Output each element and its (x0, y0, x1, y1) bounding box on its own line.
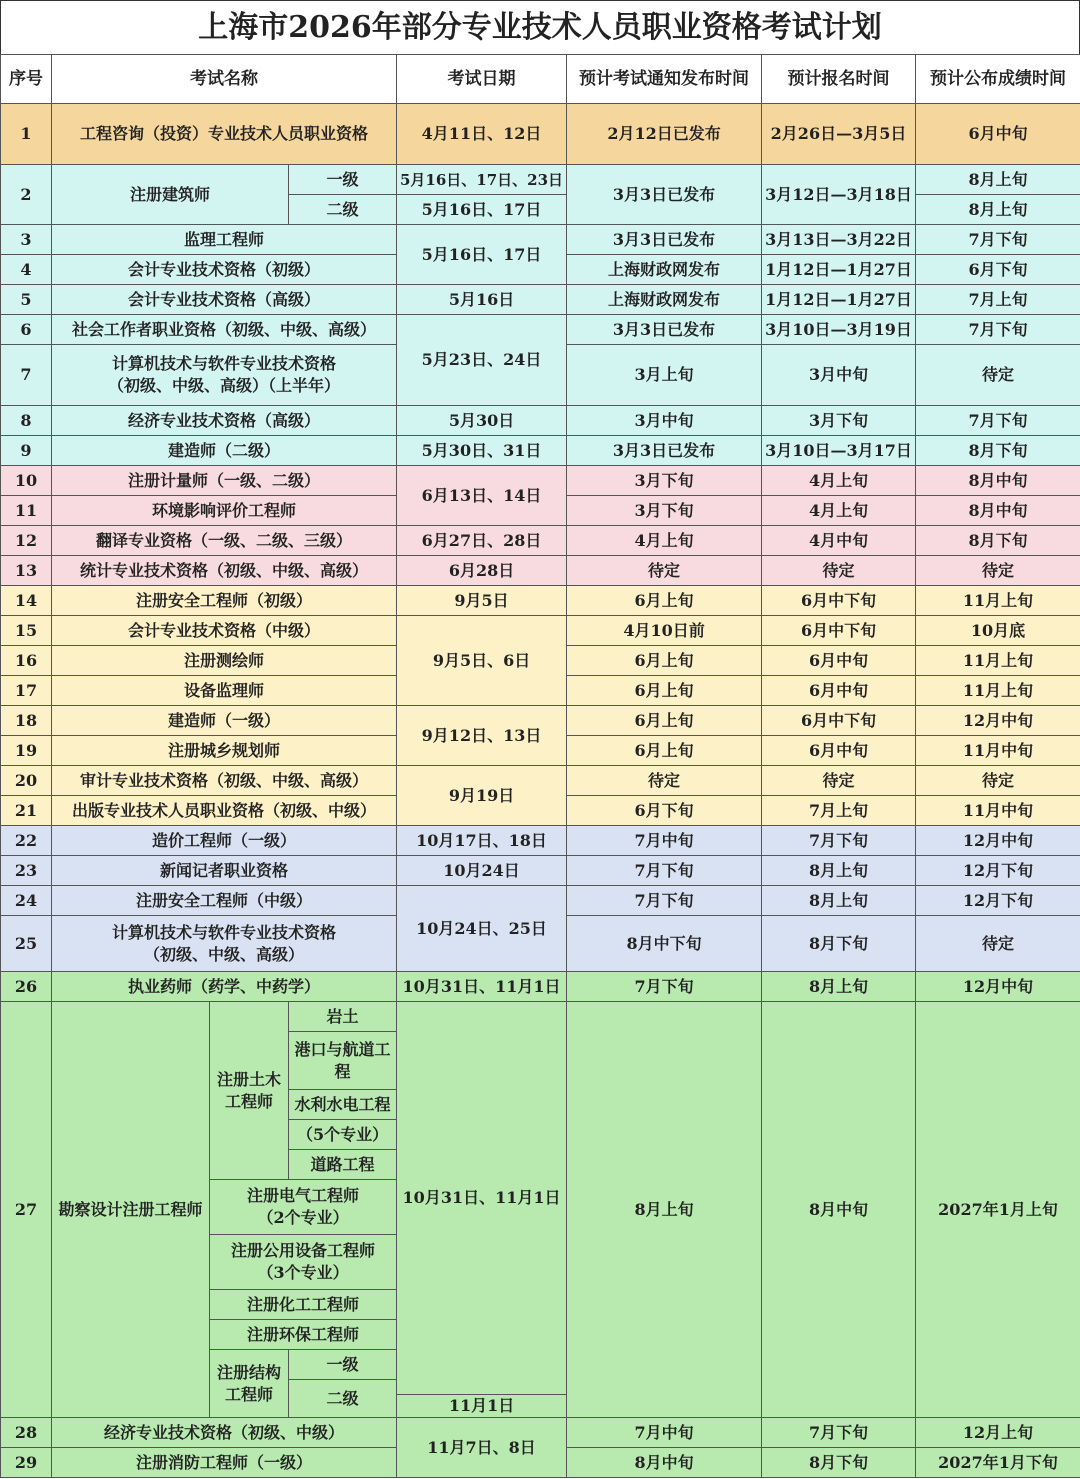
table-row (1, 886, 1080, 916)
row-number: 4 (1, 255, 52, 285)
exam-name: 注册安全工程师（初级） (52, 586, 397, 616)
category-line: 注册公用设备工程师 (231, 1241, 376, 1260)
row-number: 25 (1, 916, 52, 972)
row-number: 22 (1, 826, 52, 856)
row-number: 6 (1, 315, 52, 345)
score-time: 2027年1月下旬 (916, 1448, 1080, 1478)
signup-time: 3月13日—3月22日 (762, 225, 916, 255)
row-number: 28 (1, 1418, 52, 1448)
signup-time: 1月12日—1月27日 (762, 285, 916, 315)
page-title: 上海市2026年部分专业技术人员职业资格考试计划 (0, 0, 1080, 54)
exam-date: 10月17日、18日 (397, 826, 567, 856)
notice-time: 3月下旬 (567, 466, 762, 496)
table-row (1, 285, 1080, 315)
signup-time: 6月中下旬 (762, 616, 916, 646)
score-time: 待定 (916, 916, 1080, 972)
exam-specialty: 道路工程 (289, 1150, 397, 1180)
notice-time: 7月下旬 (567, 972, 762, 1002)
notice-time: 8月中下旬 (567, 916, 762, 972)
exam-name-line: （初级、中级、高级）（上半年） (108, 376, 341, 395)
row-number: 15 (1, 616, 52, 646)
exam-name: 执业药师（药学、中药学） (52, 972, 397, 1002)
header-row (1, 55, 1080, 104)
table-row (1, 436, 1080, 466)
row-number: 9 (1, 436, 52, 466)
header-name: 考试名称 (52, 55, 397, 104)
exam-category: 注册化工工程师 (210, 1290, 397, 1320)
exam-date: 6月28日 (397, 556, 567, 586)
signup-time: 8月下旬 (762, 916, 916, 972)
row-number: 29 (1, 1448, 52, 1478)
row-number: 19 (1, 736, 52, 766)
header-score: 预计公布成绩时间 (916, 55, 1080, 104)
notice-time: 6月上旬 (567, 676, 762, 706)
exam-name: 会计专业技术资格（初级） (52, 255, 397, 285)
signup-time: 待定 (762, 556, 916, 586)
exam-name: 设备监理师 (52, 676, 397, 706)
notice-time: 6月下旬 (567, 796, 762, 826)
exam-date: 10月31日、11月1日 (397, 972, 567, 1002)
score-time: 8月下旬 (916, 526, 1080, 556)
exam-date: 9月5日、6日 (397, 616, 567, 706)
signup-time: 8月下旬 (762, 1448, 916, 1478)
table-row (1, 616, 1080, 646)
exam-name: 统计专业技术资格（初级、中级、高级） (52, 556, 397, 586)
exam-name: 经济专业技术资格（初级、中级） (52, 1418, 397, 1448)
exam-specialty: 岩土 (289, 1002, 397, 1032)
exam-plan-table (0, 54, 1080, 1478)
exam-date: 5月16日、17日 (397, 225, 567, 285)
row-number: 21 (1, 796, 52, 826)
notice-time: 3月3日已发布 (567, 165, 762, 225)
exam-name: 注册测绘师 (52, 646, 397, 676)
exam-name: 监理工程师 (52, 225, 397, 255)
exam-date: 6月13日、14日 (397, 466, 567, 526)
exam-category: 注册土木工程师 (210, 1002, 289, 1180)
notice-time: 6月上旬 (567, 736, 762, 766)
signup-time: 7月下旬 (762, 1418, 916, 1448)
score-time: 2027年1月上旬 (916, 1002, 1080, 1418)
exam-name: 造价工程师（一级） (52, 826, 397, 856)
table-row (1, 315, 1080, 345)
exam-category (210, 1235, 397, 1290)
row-number: 11 (1, 496, 52, 526)
score-time: 8月中旬 (916, 496, 1080, 526)
signup-time: 8月上旬 (762, 886, 916, 916)
exam-level: 二级 (289, 1380, 397, 1418)
signup-time: 7月上旬 (762, 796, 916, 826)
row-number: 27 (1, 1002, 52, 1418)
table-row (1, 586, 1080, 616)
exam-specialty-note: （5个专业） (289, 1120, 397, 1150)
score-time: 12月中旬 (916, 706, 1080, 736)
signup-time: 4月上旬 (762, 466, 916, 496)
signup-time: 3月12日—3月18日 (762, 165, 916, 225)
score-time: 11月上旬 (916, 586, 1080, 616)
signup-time: 2月26日—3月5日 (762, 104, 916, 165)
exam-date: 10月24日、25日 (397, 886, 567, 972)
exam-category: 注册结构工程师 (210, 1350, 289, 1418)
signup-time: 4月中旬 (762, 526, 916, 556)
score-time: 11月中旬 (916, 736, 1080, 766)
score-time: 8月下旬 (916, 436, 1080, 466)
exam-name: 翻译专业资格（一级、二级、三级） (52, 526, 397, 556)
notice-time: 7月下旬 (567, 856, 762, 886)
notice-time: 8月中旬 (567, 1448, 762, 1478)
exam-name-line: 计算机技术与软件专业技术资格 (112, 354, 337, 373)
table-row (1, 826, 1080, 856)
row-number: 10 (1, 466, 52, 496)
notice-time: 6月上旬 (567, 706, 762, 736)
table-row (1, 1418, 1080, 1448)
notice-time: 上海财政网发布 (567, 255, 762, 285)
exam-date: 5月30日 (397, 406, 567, 436)
exam-date: 5月16日、17日 (397, 195, 567, 225)
exam-name: 勘察设计注册工程师 (52, 1002, 210, 1418)
exam-name: 会计专业技术资格（高级） (52, 285, 397, 315)
exam-date: 11月7日、8日 (397, 1418, 567, 1478)
exam-date: 9月5日 (397, 586, 567, 616)
score-time: 7月下旬 (916, 225, 1080, 255)
notice-time: 7月中旬 (567, 1418, 762, 1448)
notice-time: 上海财政网发布 (567, 285, 762, 315)
notice-time: 3月3日已发布 (567, 315, 762, 345)
signup-time: 1月12日—1月27日 (762, 255, 916, 285)
score-time: 8月中旬 (916, 466, 1080, 496)
notice-time: 3月3日已发布 (567, 225, 762, 255)
notice-time: 4月上旬 (567, 526, 762, 556)
exam-name: 审计专业技术资格（初级、中级、高级） (52, 766, 397, 796)
score-time: 8月上旬 (916, 165, 1080, 195)
exam-level: 一级 (289, 1350, 397, 1380)
table-row (1, 165, 1080, 195)
score-time: 12月下旬 (916, 856, 1080, 886)
exam-name: 环境影响评价工程师 (52, 496, 397, 526)
exam-name: 注册安全工程师（中级） (52, 886, 397, 916)
exam-date: 11月1日 (397, 1395, 567, 1418)
signup-time: 3月中旬 (762, 345, 916, 406)
row-number: 3 (1, 225, 52, 255)
exam-date: 9月12日、13日 (397, 706, 567, 766)
header-date: 考试日期 (397, 55, 567, 104)
exam-specialty: 水利水电工程 (289, 1090, 397, 1120)
exam-specialty: 港口与航道工程 (289, 1032, 397, 1090)
exam-name: 出版专业技术人员职业资格（初级、中级） (52, 796, 397, 826)
score-time: 待定 (916, 345, 1080, 406)
row-number: 13 (1, 556, 52, 586)
signup-time: 待定 (762, 766, 916, 796)
header-no: 序号 (1, 55, 52, 104)
signup-time: 6月中下旬 (762, 706, 916, 736)
exam-name (52, 916, 397, 972)
exam-date: 9月19日 (397, 766, 567, 826)
exam-level: 二级 (289, 195, 397, 225)
row-number: 20 (1, 766, 52, 796)
notice-time: 3月上旬 (567, 345, 762, 406)
score-time: 7月下旬 (916, 406, 1080, 436)
row-number: 26 (1, 972, 52, 1002)
row-number: 7 (1, 345, 52, 406)
exam-name-line: （初级、中级、高级） (144, 944, 305, 964)
table-row (1, 526, 1080, 556)
notice-time: 4月10日前 (567, 616, 762, 646)
notice-time: 8月上旬 (567, 1002, 762, 1418)
exam-date: 10月24日 (397, 856, 567, 886)
notice-time: 7月下旬 (567, 886, 762, 916)
score-time: 待定 (916, 556, 1080, 586)
score-time: 7月下旬 (916, 315, 1080, 345)
row-number: 12 (1, 526, 52, 556)
exam-name: 经济专业技术资格（高级） (52, 406, 397, 436)
exam-name: 社会工作者职业资格（初级、中级、高级） (52, 315, 397, 345)
category-note: （3个专业） (257, 1263, 349, 1282)
exam-date: 6月27日、28日 (397, 526, 567, 556)
exam-date: 5月30日、31日 (397, 436, 567, 466)
exam-name (52, 345, 397, 406)
exam-name: 新闻记者职业资格 (52, 856, 397, 886)
row-number: 1 (1, 104, 52, 165)
notice-time: 6月上旬 (567, 586, 762, 616)
score-time: 待定 (916, 766, 1080, 796)
table-row (1, 556, 1080, 586)
table-row (1, 104, 1080, 165)
score-time: 6月下旬 (916, 255, 1080, 285)
exam-name: 注册城乡规划师 (52, 736, 397, 766)
notice-time: 待定 (567, 766, 762, 796)
signup-time: 8月中旬 (762, 1002, 916, 1418)
row-number: 18 (1, 706, 52, 736)
score-time: 11月上旬 (916, 676, 1080, 706)
exam-date: 10月31日、11月1日 (397, 1002, 567, 1395)
table-row (1, 706, 1080, 736)
exam-name-line: 计算机技术与软件专业技术资格 (112, 922, 337, 942)
row-number: 14 (1, 586, 52, 616)
notice-time: 3月下旬 (567, 496, 762, 526)
signup-time: 4月上旬 (762, 496, 916, 526)
table-row (1, 466, 1080, 496)
signup-time: 6月中旬 (762, 646, 916, 676)
row-number: 24 (1, 886, 52, 916)
score-time: 12月中旬 (916, 972, 1080, 1002)
score-time: 11月上旬 (916, 646, 1080, 676)
exam-name: 注册计量师（一级、二级） (52, 466, 397, 496)
score-time: 7月上旬 (916, 285, 1080, 315)
notice-time: 2月12日已发布 (567, 104, 762, 165)
notice-time: 3月3日已发布 (567, 436, 762, 466)
header-signup: 预计报名时间 (762, 55, 916, 104)
notice-time: 3月中旬 (567, 406, 762, 436)
exam-name: 工程咨询（投资）专业技术人员职业资格 (52, 104, 397, 165)
table-row (1, 766, 1080, 796)
table-row (1, 1002, 1080, 1032)
table-row (1, 225, 1080, 255)
signup-time: 6月中旬 (762, 676, 916, 706)
row-number: 2 (1, 165, 52, 225)
table-row (1, 406, 1080, 436)
signup-time: 8月上旬 (762, 972, 916, 1002)
exam-name: 注册消防工程师（一级） (52, 1448, 397, 1478)
signup-time: 3月下旬 (762, 406, 916, 436)
exam-category: 注册环保工程师 (210, 1320, 397, 1350)
signup-time: 7月下旬 (762, 826, 916, 856)
notice-time: 6月上旬 (567, 646, 762, 676)
row-number: 23 (1, 856, 52, 886)
table-row (1, 856, 1080, 886)
category-note: （2个专业） (257, 1208, 349, 1227)
signup-time: 6月中下旬 (762, 586, 916, 616)
score-time: 11月中旬 (916, 796, 1080, 826)
exam-name: 建造师（二级） (52, 436, 397, 466)
exam-date: 5月23日、24日 (397, 315, 567, 406)
score-time: 10月底 (916, 616, 1080, 646)
notice-time: 待定 (567, 556, 762, 586)
exam-name: 建造师（一级） (52, 706, 397, 736)
row-number: 8 (1, 406, 52, 436)
table-row (1, 972, 1080, 1002)
score-time: 12月上旬 (916, 1418, 1080, 1448)
notice-time: 7月中旬 (567, 826, 762, 856)
row-number: 5 (1, 285, 52, 315)
score-time: 12月下旬 (916, 886, 1080, 916)
row-number: 16 (1, 646, 52, 676)
exam-date: 5月16日、17日、23日 (397, 165, 567, 195)
score-time: 6月中旬 (916, 104, 1080, 165)
signup-time: 6月中旬 (762, 736, 916, 766)
exam-category (210, 1180, 397, 1235)
signup-time: 3月10日—3月19日 (762, 315, 916, 345)
score-time: 12月中旬 (916, 826, 1080, 856)
category-line: 注册电气工程师 (247, 1186, 360, 1205)
exam-date: 4月11日、12日 (397, 104, 567, 165)
exam-date: 5月16日 (397, 285, 567, 315)
exam-name: 注册建筑师 (52, 165, 289, 225)
signup-time: 8月上旬 (762, 856, 916, 886)
signup-time: 3月10日—3月17日 (762, 436, 916, 466)
score-time: 8月上旬 (916, 195, 1080, 225)
row-number: 17 (1, 676, 52, 706)
exam-name: 会计专业技术资格（中级） (52, 616, 397, 646)
exam-level: 一级 (289, 165, 397, 195)
header-notice: 预计考试通知发布时间 (567, 55, 762, 104)
